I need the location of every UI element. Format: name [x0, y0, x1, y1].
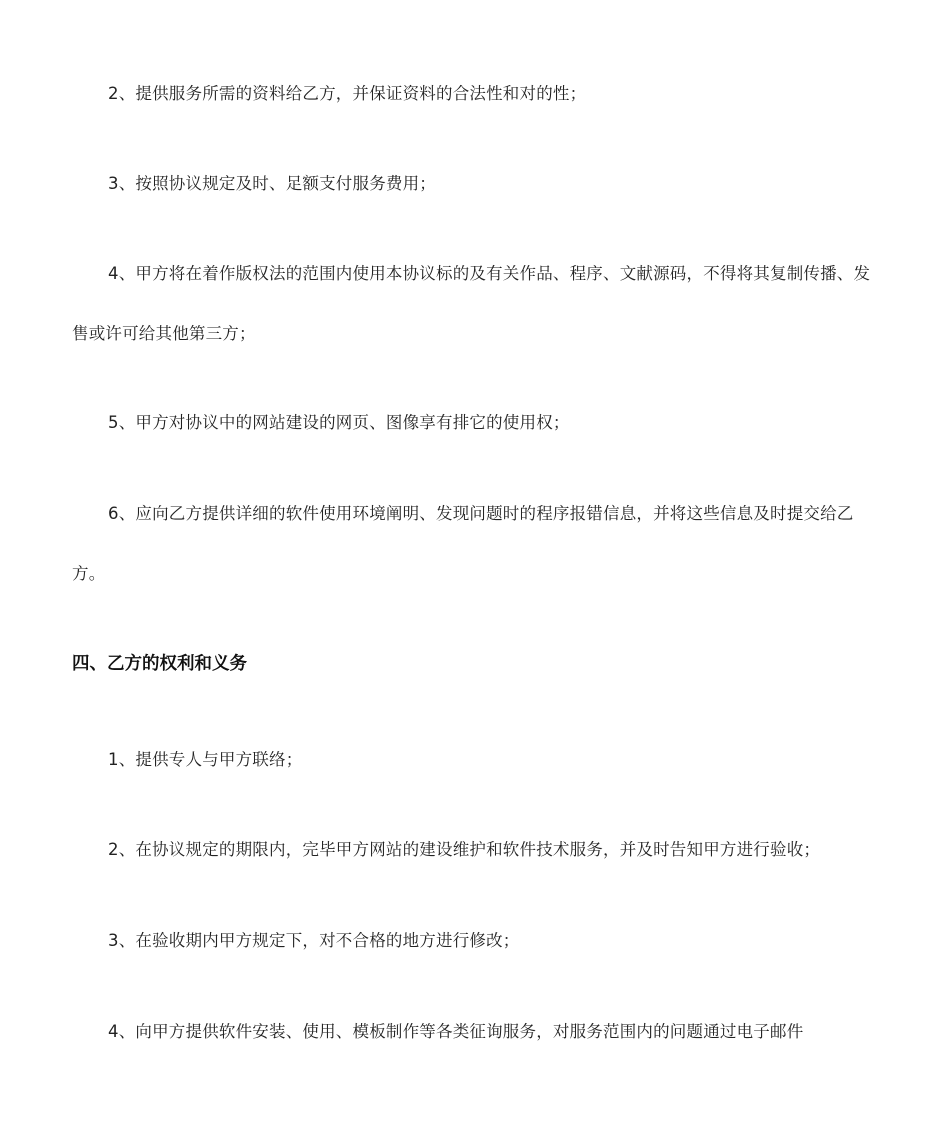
- paragraph-item-1: 1、提供专人与甲方联络；: [108, 750, 303, 769]
- section-heading: 四、乙方的权利和义务: [72, 654, 247, 674]
- paragraph-item-5: 5、甲方对协议中的网站建设的网页、图像享有排它的使用权；: [108, 413, 570, 432]
- paragraph-item-6: 6、应向乙方提供详细的软件使用环境阐明、发现问题时的程序报错信息，并将这些信息及时提交给乙方。: [72, 504, 854, 583]
- paragraph-item-4: 4、甲方将在着作版权法的范围内使用本协议标的及有关作品、程序、文献源码，不得将其复制传播、发售或许可给其他第三方；: [72, 264, 871, 343]
- paragraph-item-4b: 4、向甲方提供软件安装、使用、模板制作等各类征询服务，对服务范围内的问题通过电子邮件: [108, 1022, 804, 1041]
- paragraph-item-2b: 2、在协议规定的期限内，完毕甲方网站的建设维护和软件技术服务，并及时告知甲方进行验收；: [108, 840, 821, 859]
- paragraph-item-2: 2、提供服务所需的资料给乙方，并保证资料的合法性和对的性；: [108, 84, 587, 103]
- paragraph-item-3: 3、按照协议规定及时、足额支付服务费用；: [108, 174, 436, 193]
- paragraph-item-3b: 3、在验收期内甲方规定下，对不合格的地方进行修改；: [108, 931, 520, 950]
